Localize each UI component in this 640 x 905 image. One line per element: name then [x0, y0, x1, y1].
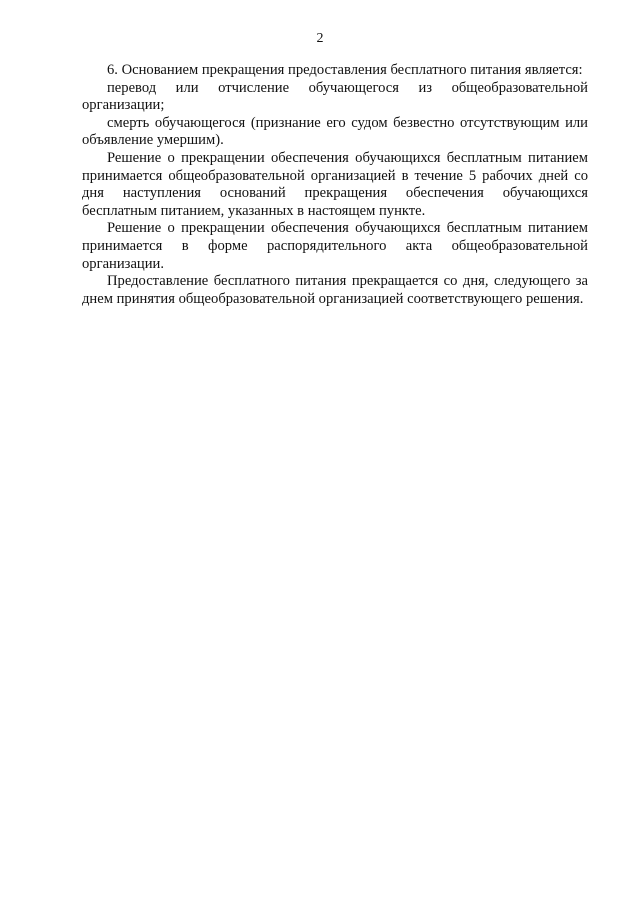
paragraph-transfer-or-expulsion: перевод или отчисление обучающегося из общеобразовательной организации; [82, 79, 588, 114]
paragraph-decision-timing: Решение о прекращении обеспечения обучающихся бесплатным питанием принимается общеобразовательной организацией в течение 5 рабочих дней со дня наступления оснований прекращения обеспечения обучающихся бесплатным питанием, указанных в настоящем пункте. [82, 149, 588, 219]
paragraph-death: смерть обучающегося (признание его судом безвестно отсутствующим или объявление умершим). [82, 114, 588, 149]
document-body [82, 62, 588, 308]
page-number: 2 [316, 31, 324, 46]
paragraph-termination-date: Предоставление бесплатного питания прекращается со дня, следующего за днем принятия общеобразовательной организацией соответствующего решения. [82, 273, 588, 307]
paragraph-decision-form: Решение о прекращении обеспечения обучающихся бесплатным питанием принимается в форме распорядительного акта общеобразовательной организации. [82, 220, 588, 272]
paragraph-termination-grounds: 6. Основанием прекращения предоставления бесплатного питания является: [107, 62, 583, 78]
